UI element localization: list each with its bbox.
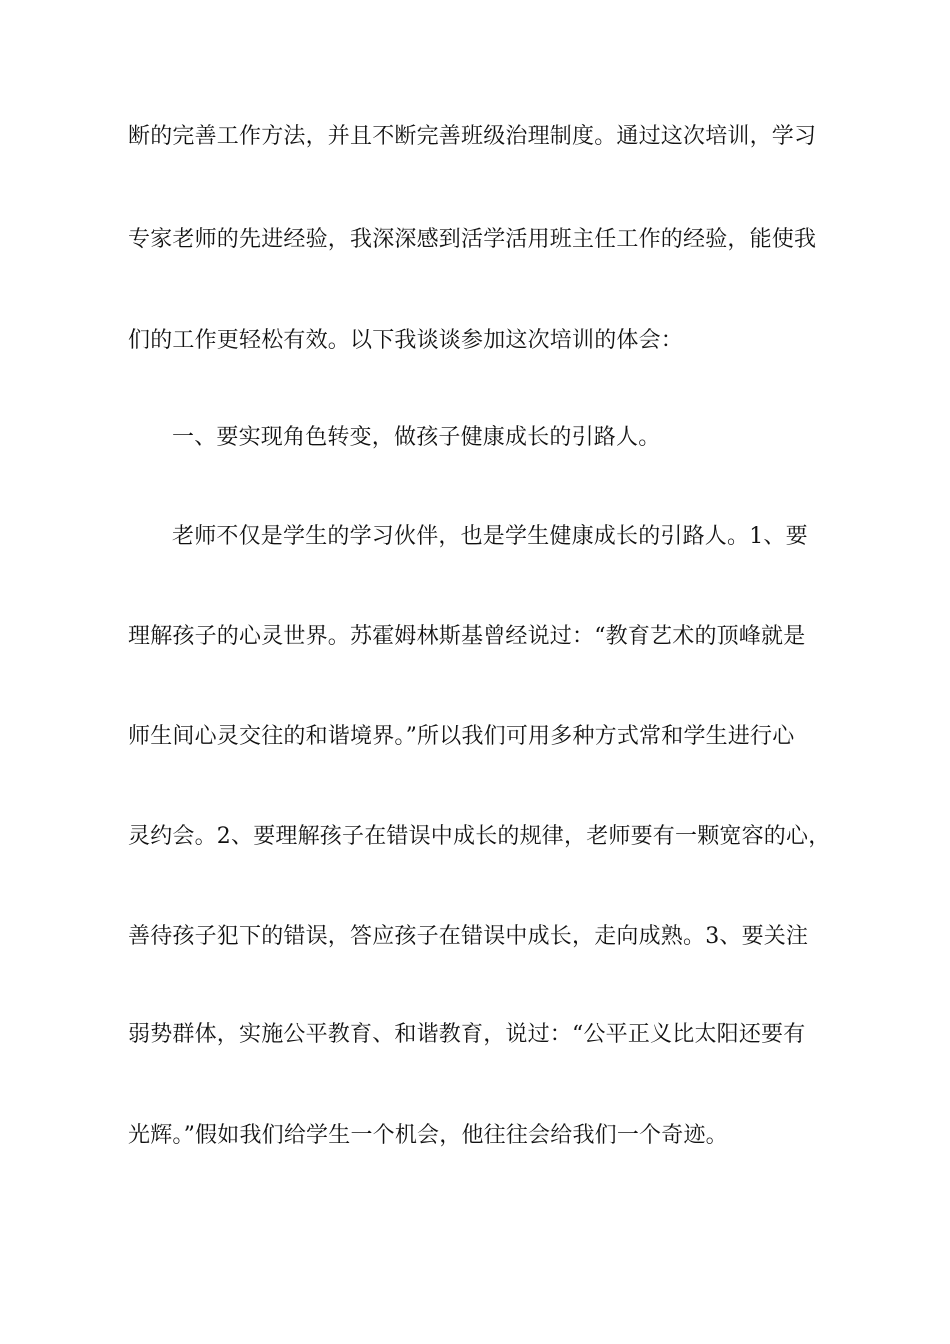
paragraph-line: 们的工作更轻松有效。以下我谈谈参加这次培训的体会： [128, 328, 684, 353]
paragraph-line: 师生间心灵交往的和谐境界。”所以我们可用多种方式常和学生进行心 [128, 724, 795, 749]
paragraph-line: 理解孩子的心灵世界。苏霍姆林斯基曾经说过：“教育艺术的顶峰就是 [128, 624, 806, 649]
paragraph-line: 光辉。”假如我们给学生一个机会，他往往会给我们一个奇迹。 [128, 1123, 728, 1148]
paragraph-line: 专家老师的先进经验，我深深感到活学活用班主任工作的经验，能使我 [128, 227, 817, 252]
paragraph-line: 老师不仅是学生的学习伙伴，也是学生健康成长的引路人。1、要 [172, 524, 808, 549]
paragraph-line: 断的完善工作方法，并且不断完善班级治理制度。通过这次培训，学习 [128, 124, 817, 149]
paragraph-line: 灵约会。2、要理解孩子在错误中成长的规律，老师要有一颗宽容的心， [128, 824, 831, 849]
paragraph-line: 善待孩子犯下的错误，答应孩子在错误中成长，走向成熟。3、要关注 [128, 924, 809, 949]
section-heading: 一、要实现角色转变，做孩子健康成长的引路人。 [172, 425, 661, 450]
paragraph-line: 弱势群体，实施公平教育、和谐教育，说过：“公平正义比太阳还要有 [128, 1022, 806, 1047]
